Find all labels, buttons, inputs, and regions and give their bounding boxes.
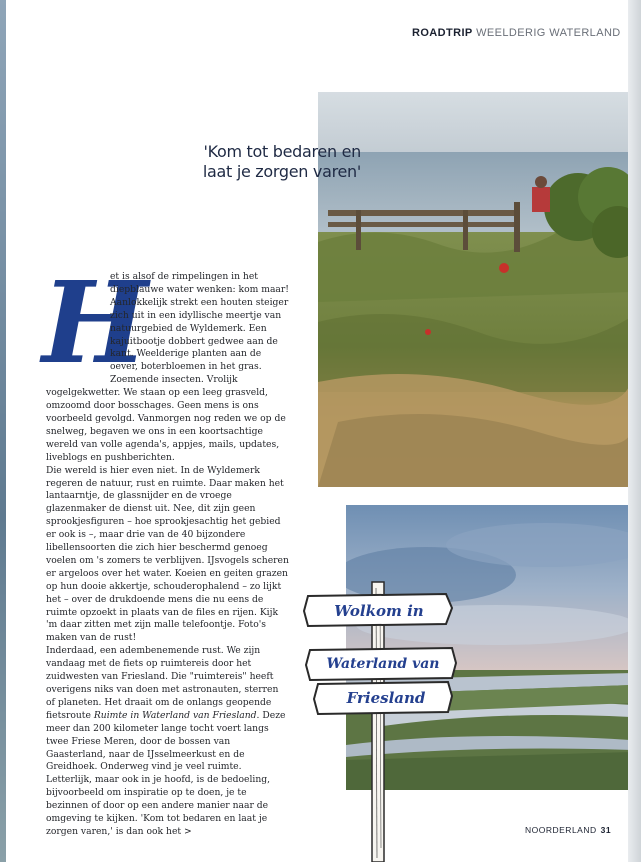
header-subtitle: WEELDERIG WATERLAND	[476, 27, 621, 39]
photo-bench-lake	[318, 92, 628, 487]
article-paragraph-1: et is alsof de rimpelingen in het diepblauwe water wenken: kom maar! Aanlokkelijk strekt een houten steiger zich uit in een idyllische meertje van natuurgebied de Wyldemerk. Een kajuitbootje dobbert gedwee aan de kant. Weelderige planten aan de oever, boterbloemen in het gras. Zoemende insecten. Vrolijk vogelgekwetter. We staan op een leeg grasveld, omzoomd door bosschages. Geen mens is ons voorbeeld gevolgd. Vanmorgen nog reden we op de snelweg, begaven we ons in een koortsachtige wereld van volle agenda's, appjes, mails, updates, liveblogs en pushberichten.	[46, 271, 289, 463]
header-section: ROADTRIP	[412, 27, 473, 39]
article-body	[42, 258, 290, 839]
paragraph-3-start: Inderdaad, een adembenemende rust. We zijn vandaag met de fiets op ruimtereis door het zuidwesten van Friesland. Die "ruimtereis" heeft overigens niks van doen met astronauten, sterren of planeten. Het draait om de onlangs geopende fietsroute	[46, 645, 279, 721]
page-header	[412, 27, 621, 39]
article-paragraph-2: Die wereld is hier even niet. In de Wyldemerk regeren de natuur, rust en ruimte. Daar maken het lantaarntje, de glassnijder en de vroege glazenmaker de dienst uit. Nee, dit zijn geen sprookjesfiguren – hoe sprookjesachtig het gebied er ook is –, maar drie van de 40 bijzondere libellensoorten die zich hier beschermd genoeg voelen om 's zomers te verblijven. IJsvogels scheren er argeloos over het water. Koeien en geiten grazen op hun dooie akkertje, schouderophalend – zo lijkt het – over de drukdoende mens die nu eens de ruimte opzoekt in plaats van de files en rijen. Kijk 'm daar zitten met zijn malle telefoontje. Foto's maken van de rust!	[46, 464, 289, 644]
signpost-illustration	[296, 578, 466, 862]
drop-cap: H	[42, 258, 148, 389]
pull-quote-line-1: 'Kom tot bedaren en	[203, 142, 361, 161]
route-name: Ruimte in Waterland van Friesland	[93, 709, 257, 721]
pull-quote-line-2: laat je zorgen varen'	[202, 162, 361, 181]
sign-board-1: Wolkom in	[334, 602, 424, 620]
pull-quote	[201, 142, 361, 182]
article-paragraph-3	[46, 645, 290, 839]
sign-board-2: Waterland van	[326, 656, 440, 672]
sign-board-3: Friesland	[346, 689, 426, 707]
page-edge	[628, 0, 641, 862]
page-footer	[525, 825, 611, 835]
magazine-page	[6, 0, 628, 862]
magazine-name: NOORDERLAND	[525, 825, 597, 835]
paragraph-3-end: . Deze meer dan 200 kilometer lange tocht voert langs twee Friese Meren, door de bossen van Gaasterland, naar de IJsselmeerkust en de Greidhoek. Onderweg vind je veel ruimte. Letterlijk, maar ook in je hoofd, is de bedoeling, bijvoorbeeld om inspiratie op te doen, je te bezinnen of door op een andere manier naar de omgeving te kijken. 'Kom tot bedaren en laat je zorgen varen,' is dan ook het >	[46, 709, 286, 837]
page-number: 31	[600, 825, 612, 835]
